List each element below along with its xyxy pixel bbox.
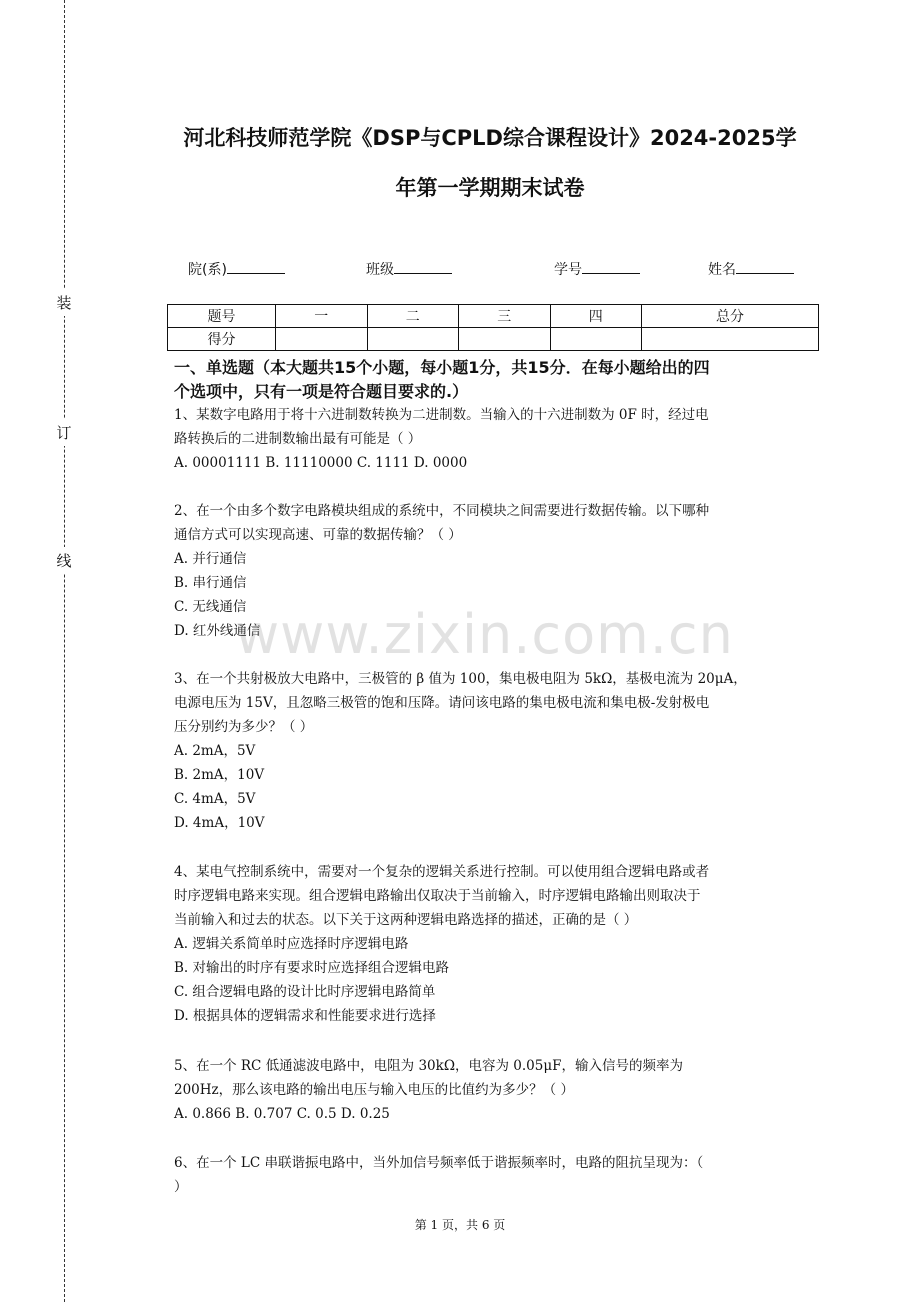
question-stem-line: 路转换后的二进制数输出最有可能是（ ） (174, 431, 422, 447)
score-header-cell: 二 (367, 305, 459, 328)
option-a: A. 逻辑关系简单时应选择时序逻辑电路 (174, 936, 409, 952)
class-field (366, 258, 452, 279)
watermark: www.zixin.com.cn (235, 603, 734, 666)
option-d: D. 红外线通信 (174, 623, 261, 639)
section-heading (174, 356, 822, 404)
question-stem-line: 压分别约为多少？（ ） (174, 719, 314, 735)
exam-title-line1: 河北科技师范学院《DSP与CPLD综合课程设计》2024-2025学 (183, 126, 797, 150)
dept-blank[interactable] (227, 258, 285, 274)
question-stem-line: 通信方式可以实现高速、可靠的数据传输？（ ） (174, 527, 462, 543)
option-d: D. 根据具体的逻辑需求和性能要求进行选择 (174, 1008, 436, 1024)
question-stem-line: 3、在一个共射极放大电路中，三极管的 β 值为 100，集电极电阻为 5kΩ，基极电流为 20μA， (174, 671, 747, 687)
score-header-cell: 总分 (642, 305, 819, 328)
dept-label: 院(系) (188, 262, 227, 278)
section-heading-line2: 个选项中，只有一项是符合题目要求的.） (174, 382, 469, 401)
binding-char-zhuang: 装 (55, 289, 73, 316)
student-info-row (188, 258, 828, 282)
question-options: A. 0.866 B. 0.707 C. 0.5 D. 0.25 (174, 1106, 390, 1122)
class-label: 班级 (366, 262, 394, 278)
name-blank[interactable] (736, 258, 794, 274)
score-cell[interactable] (367, 328, 459, 351)
question-stem-line: 200Hz，那么该电路的输出电压与输入电压的比值约为多少？（ ） (174, 1082, 574, 1098)
student-id-blank[interactable] (582, 258, 640, 274)
option-b: B. 串行通信 (174, 575, 247, 591)
score-cell[interactable] (550, 328, 642, 351)
option-a: A. 并行通信 (174, 551, 247, 567)
option-b: B. 2mA，10V (174, 767, 265, 783)
score-table-header-row (168, 305, 819, 328)
dept-field (188, 258, 285, 279)
score-cell[interactable] (642, 328, 819, 351)
question-stem-line: 时序逻辑电路来实现。组合逻辑电路输出仅取决于当前输入，时序逻辑电路输出则取决于 (174, 888, 701, 904)
option-a: A. 2mA，5V (174, 743, 256, 759)
score-cell[interactable] (276, 328, 368, 351)
option-c: C. 组合逻辑电路的设计比时序逻辑电路简单 (174, 984, 436, 1000)
score-header-cell: 四 (550, 305, 642, 328)
score-table-score-row (168, 328, 819, 351)
option-d: D. 4mA，10V (174, 815, 265, 831)
question-5 (174, 1054, 824, 1126)
question-3 (174, 667, 824, 835)
student-id-label: 学号 (554, 262, 582, 278)
question-stem-line: ） (174, 1179, 188, 1195)
option-c: C. 无线通信 (174, 599, 247, 615)
question-stem-line: 4、某电气控制系统中，需要对一个复杂的逻辑关系进行控制。可以使用组合逻辑电路或者 (174, 864, 710, 880)
question-6 (174, 1151, 824, 1199)
question-stem-line: 6、在一个 LC 串联谐振电路中，当外加信号频率低于谐振频率时，电路的阻抗呈现为：（ (174, 1155, 704, 1171)
question-stem-line: 电源电压为 15V，且忽略三极管的饱和压降。请问该电路的集电极电流和集电极-发射极电 (174, 695, 710, 711)
score-header-cell: 三 (459, 305, 551, 328)
option-b: B. 对输出的时序有要求时应选择组合逻辑电路 (174, 960, 450, 976)
question-stem-line: 当前输入和过去的状态。以下关于这两种逻辑电路选择的描述，正确的是（ ） (174, 912, 638, 928)
question-stem-line: 5、在一个 RC 低通滤波电路中，电阻为 30kΩ，电容为 0.05μF，输入信号的频率为 (174, 1058, 683, 1074)
score-header-cell: 一 (276, 305, 368, 328)
class-blank[interactable] (394, 258, 452, 274)
question-1 (174, 403, 824, 475)
score-row-label: 得分 (168, 328, 276, 351)
binding-dashed-line (64, 0, 65, 1302)
question-stem-line: 2、在一个由多个数字电路模块组成的系统中，不同模块之间需要进行数据传输。以下哪种 (174, 503, 710, 519)
name-field (708, 258, 794, 279)
section-heading-line1: 一、单选题（本大题共15个小题，每小题1分，共15分．在每小题给出的四 (174, 358, 710, 377)
binding-char-ding: 订 (55, 419, 73, 446)
score-table (167, 304, 819, 351)
page-footer: 第 1 页，共 6 页 (414, 1218, 506, 1232)
exam-title-line2: 年第一学期期末试卷 (395, 176, 585, 200)
student-id-field (554, 258, 640, 279)
score-cell[interactable] (459, 328, 551, 351)
score-header-cell: 题号 (168, 305, 276, 328)
question-stem-line: 1、某数字电路用于将十六进制数转换为二进制数。当输入的十六进制数为 0F 时，经过电 (174, 407, 709, 423)
name-label: 姓名 (708, 262, 736, 278)
option-c: C. 4mA，5V (174, 791, 256, 807)
question-4 (174, 860, 824, 1028)
question-options: A. 00001111 B. 11110000 C. 1111 D. 0000 (174, 455, 468, 471)
binding-char-xian: 线 (55, 547, 73, 574)
